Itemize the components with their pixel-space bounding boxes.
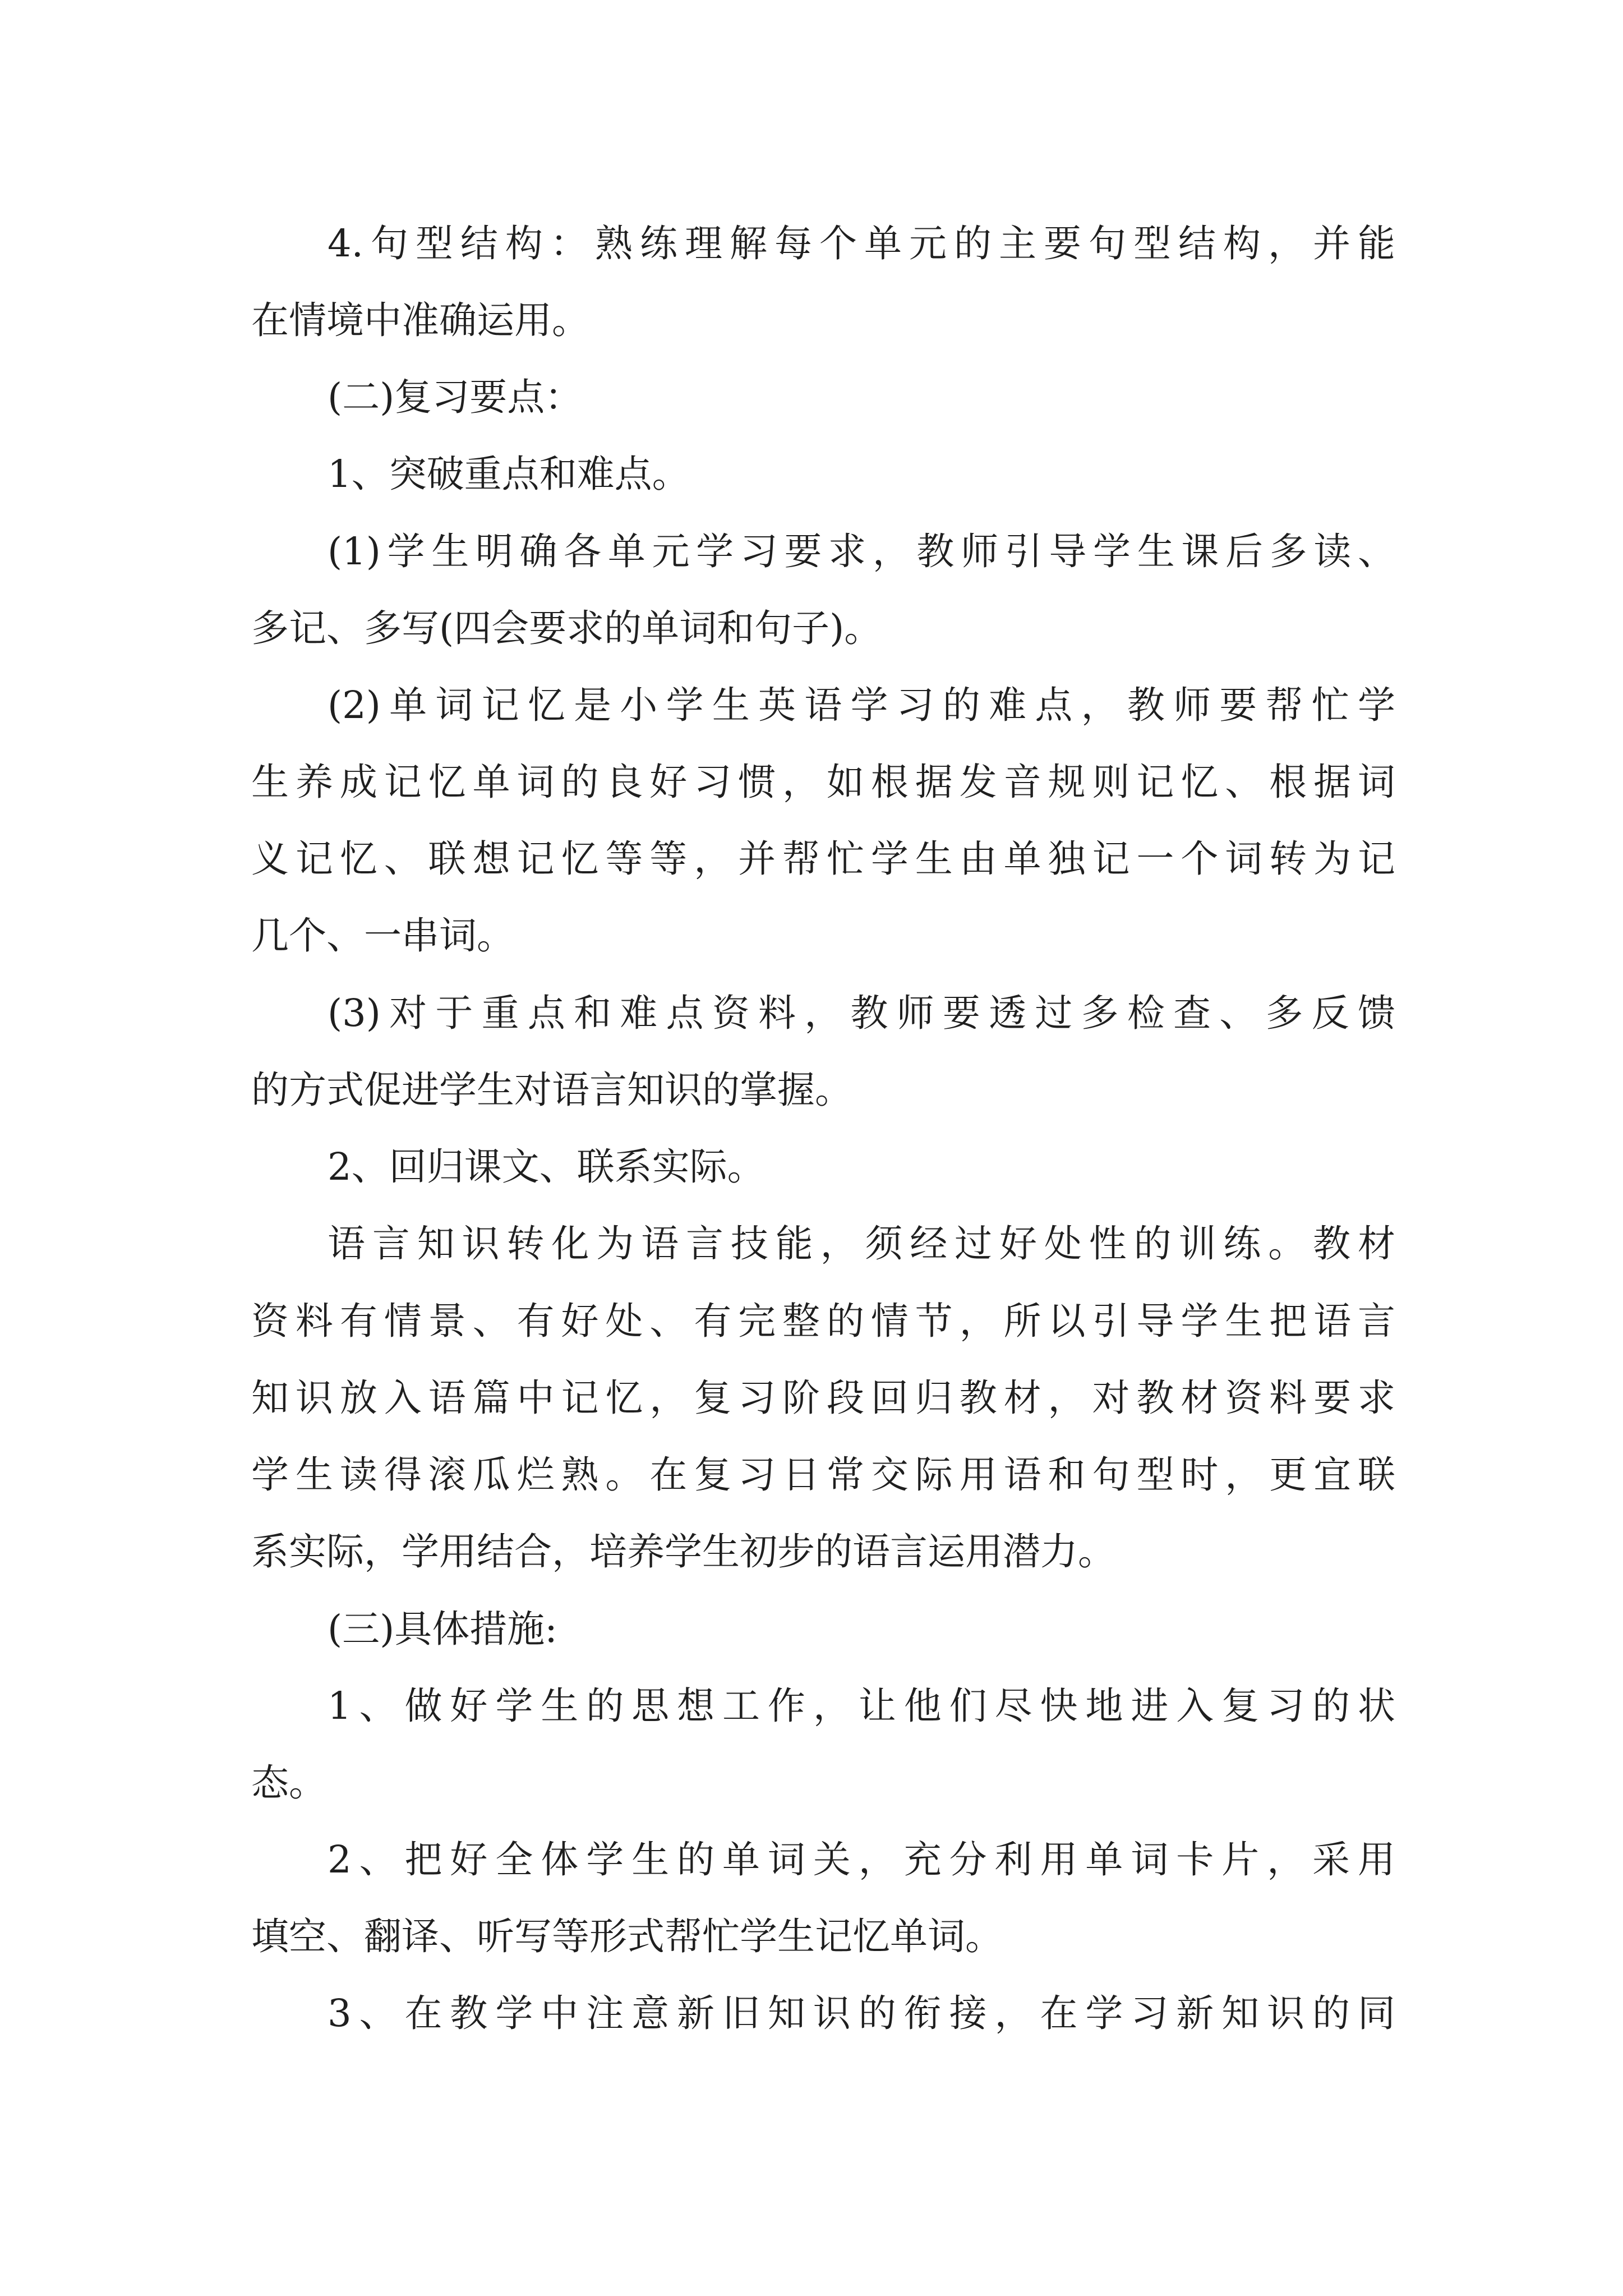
text-line: (3)对于重点和难点资料，教师要透过多检查、多反馈 xyxy=(328,991,1395,1035)
text-line: 学生读得滚瓜烂熟。在复习日常交际用语和句型时，更宜联 xyxy=(251,1453,1395,1497)
text-line: 1、做好学生的思想工作，让他们尽快地进入复习的状 xyxy=(328,1684,1395,1728)
text-line: 语言知识转化为语言技能，须经过好处性的训练。教材 xyxy=(328,1222,1395,1266)
text-line: 知识放入语篇中记忆，复习阶段回归教材，对教材资料要求 xyxy=(251,1376,1395,1420)
text-line: 多记、多写(四会要求的单词和句子)。 xyxy=(251,606,882,650)
text-line: 在情境中准确运用。 xyxy=(251,298,589,342)
text-line: 资料有情景、有好处、有完整的情节，所以引导学生把语言 xyxy=(251,1299,1395,1343)
text-line: 4.句型结构：熟练理解每个单元的主要句型结构，并能 xyxy=(328,222,1395,265)
text-line: 义记忆、联想记忆等等，并帮忙学生由单独记一个词转为记 xyxy=(251,837,1395,881)
text-line: (1)学生明确各单元学习要求，教师引导学生课后多读、 xyxy=(328,530,1395,573)
text-line: 系实际，学用结合，培养学生初步的语言运用潜力。 xyxy=(251,1530,1115,1573)
text-line: 2、把好全体学生的单词关，充分利用单词卡片，采用 xyxy=(328,1838,1395,1881)
text-line: 3、在教学中注意新旧知识的衔接，在学习新知识的同 xyxy=(328,1991,1395,2035)
text-line: 的方式促进学生对语言知识的掌握。 xyxy=(251,1068,852,1112)
text-line: (二)复习要点： xyxy=(328,375,583,419)
text-line: 填空、翻译、听写等形式帮忙学生记忆单词。 xyxy=(251,1915,1003,1958)
text-line: 态。 xyxy=(251,1761,326,1805)
text-line: 1、突破重点和难点。 xyxy=(328,452,690,496)
text-line: 2、回归课文、联系实际。 xyxy=(328,1145,765,1189)
text-line: 生养成记忆单词的良好习惯，如根据发音规则记忆、根据词 xyxy=(251,760,1395,804)
text-line: (三)具体措施: xyxy=(328,1607,557,1651)
text-line: 几个、一串词。 xyxy=(251,914,514,958)
text-line: (2)单词记忆是小学生英语学习的难点，教师要帮忙学 xyxy=(328,683,1395,727)
